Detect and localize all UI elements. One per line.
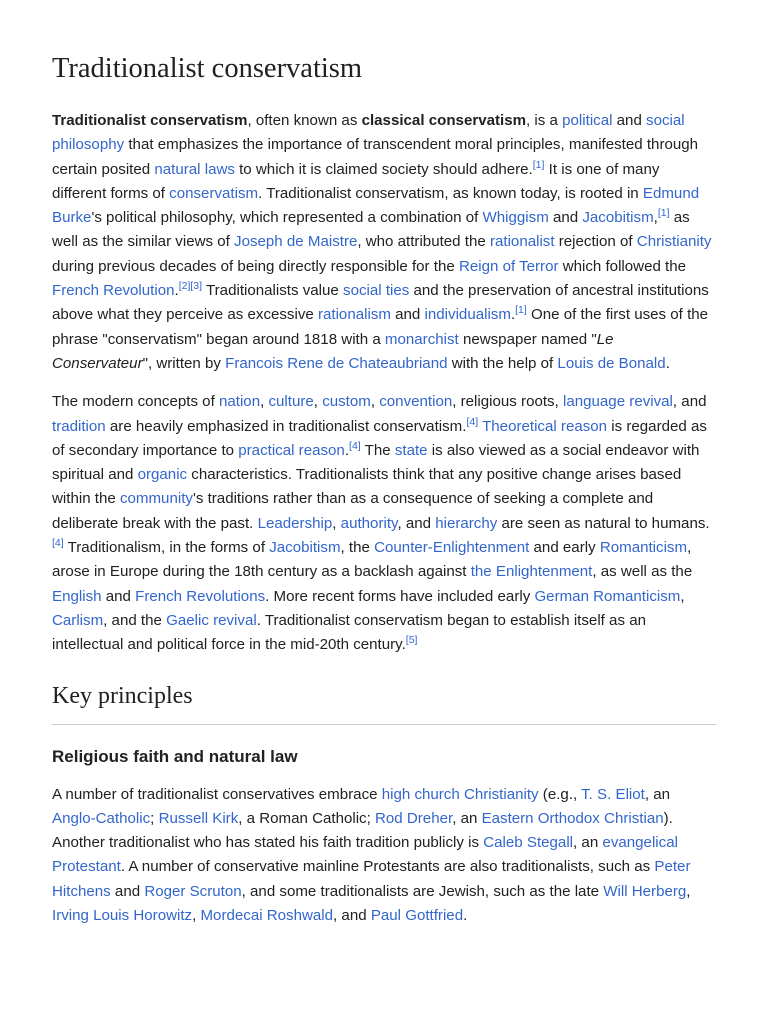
link-french-revolution[interactable]: French Revolution xyxy=(52,282,175,300)
italic-title: Le Conservateur xyxy=(52,330,614,372)
link-social-ties[interactable]: social ties xyxy=(343,282,410,300)
text: , a Roman Catholic; xyxy=(238,809,375,827)
text: and xyxy=(612,112,647,129)
citation xyxy=(466,416,478,428)
text: are seen as natural to humans. xyxy=(497,514,710,532)
link-christianity[interactable]: Christianity xyxy=(636,233,712,251)
link-whiggism[interactable]: Whiggism xyxy=(482,209,549,227)
link-german-romanticism[interactable]: German Romanticism xyxy=(534,587,681,605)
text: , xyxy=(313,393,323,411)
link-natural-laws[interactable]: natural laws xyxy=(154,160,235,178)
link-high-church-christianity[interactable]: high church Christianity xyxy=(381,785,539,803)
link-louis-de-bonald[interactable]: Louis de Bonald xyxy=(557,354,666,372)
text: , xyxy=(653,209,658,227)
text: and xyxy=(101,587,136,605)
text: It is one of many different forms of xyxy=(52,160,660,202)
link-language-revival[interactable]: language revival xyxy=(562,393,673,411)
text: The xyxy=(360,441,395,459)
text: 's political philosophy, which represented a combination of xyxy=(91,209,483,227)
modern-concepts-paragraph xyxy=(52,390,716,657)
text: , often known as xyxy=(247,112,362,129)
text: , and xyxy=(333,907,371,925)
link-roger-scruton[interactable]: Roger Scruton xyxy=(144,882,242,900)
link-anglo-catholic[interactable]: Anglo-Catholic xyxy=(52,809,151,827)
link-rationalist[interactable]: rationalist xyxy=(489,233,555,251)
text: The modern concepts of xyxy=(52,393,219,411)
citation xyxy=(349,440,361,452)
link-practical-reason[interactable]: practical reason xyxy=(238,441,345,459)
link-leadership[interactable]: Leadership xyxy=(257,514,333,532)
link-culture[interactable]: culture xyxy=(268,393,314,411)
text: and the preservation of ancestral institutions above what they perceive as excessive xyxy=(52,282,709,324)
text: , xyxy=(192,907,201,925)
citation-link[interactable]: [4] xyxy=(466,415,479,428)
text: rejection of xyxy=(554,233,637,251)
text: ; xyxy=(150,809,159,827)
religious-faith-paragraph xyxy=(52,783,716,929)
intro-paragraph xyxy=(52,109,716,376)
text: which followed the xyxy=(558,257,687,275)
link-rod-dreher[interactable]: Rod Dreher xyxy=(375,809,453,827)
text: . xyxy=(344,441,350,459)
text: . A number of conservative mainline Protestants are also traditionalists, such as xyxy=(120,858,655,876)
link-caleb-stegall[interactable]: Caleb Stegall xyxy=(483,834,574,852)
citation xyxy=(406,634,418,646)
link-individualism[interactable]: individualism xyxy=(424,306,511,324)
citation-link[interactable]: [1] xyxy=(657,207,670,220)
link-ts-eliot[interactable]: T. S. Eliot xyxy=(581,785,645,803)
link-jacobitism[interactable]: Jacobitism xyxy=(582,209,654,227)
link-state[interactable]: state xyxy=(394,441,428,459)
text: (e.g., xyxy=(538,785,582,803)
text: . xyxy=(665,354,670,372)
link-eastern-orthodox-christian[interactable]: Eastern Orthodox Christian xyxy=(481,809,664,827)
link-edmund-burke[interactable]: Edmund Burke xyxy=(52,184,700,227)
text: , and the xyxy=(103,611,167,629)
text: . Traditionalist conservatism began to establish itself as an intellectual and political force in the mid-20th century. xyxy=(52,611,646,654)
text: with the help of xyxy=(447,354,558,372)
link-community[interactable]: community xyxy=(119,490,193,508)
link-theoretical-reason[interactable]: Theoretical reason xyxy=(482,417,608,435)
link-custom[interactable]: custom xyxy=(322,393,371,411)
text: , an xyxy=(452,809,482,827)
text: , as well as the xyxy=(592,563,693,581)
text: 's traditions rather than as a consequence of seeking a complete and deliberate break with the past. xyxy=(52,490,654,532)
text: are heavily emphasized in traditionalist conservatism. xyxy=(105,417,467,435)
text: is also viewed as a social endeavor with spiritual and xyxy=(52,441,700,484)
text: , xyxy=(680,587,685,605)
text: . Traditionalist conservatism, as known today, is rooted in xyxy=(258,184,643,202)
text: ). Another traditionalist who has stated his faith tradition publicly is xyxy=(52,809,673,852)
bold-term: classical conservatism xyxy=(361,112,527,129)
link-counter-enlightenment[interactable]: Counter-Enlightenment xyxy=(374,539,530,557)
text: One of the first uses of the phrase "conservatism" began around 1818 with a xyxy=(52,306,709,348)
link-social-philosophy[interactable]: social philosophy xyxy=(52,112,685,154)
text: , is a xyxy=(526,112,563,129)
link-romanticism[interactable]: Romanticism xyxy=(599,539,688,557)
text: . xyxy=(174,282,179,300)
citation xyxy=(52,537,64,549)
citation-link[interactable]: [4] xyxy=(52,537,64,550)
text: , and some traditionalists are Jewish, such as the late xyxy=(241,882,604,900)
link-peter-hitchens[interactable]: Peter Hitchens xyxy=(52,858,691,900)
link-evangelical-protestant[interactable]: evangelical Protestant xyxy=(52,834,678,876)
citation-link[interactable]: [1] xyxy=(532,158,545,171)
text: that emphasizes the importance of transcendent moral principles, manifested through certain posited xyxy=(52,136,699,178)
text: , xyxy=(370,393,380,411)
text: , an xyxy=(573,834,603,852)
text: , xyxy=(260,393,269,411)
citation xyxy=(533,159,545,171)
link-tradition[interactable]: tradition xyxy=(52,417,106,435)
link-irving-louis-horowitz[interactable]: Irving Louis Horowitz xyxy=(52,907,193,925)
text: , and xyxy=(672,393,707,411)
text: . More recent forms have included early xyxy=(265,587,535,605)
link-organic[interactable]: organic xyxy=(137,466,188,484)
link-nation[interactable]: nation xyxy=(218,393,261,411)
citation-link[interactable]: [5] xyxy=(405,634,418,647)
text: and xyxy=(548,209,583,227)
text: ", written by xyxy=(142,354,226,372)
text: as well as the similar views of xyxy=(52,209,690,251)
link-joseph-de-maistre[interactable]: Joseph de Maistre xyxy=(234,233,358,251)
text: . xyxy=(463,907,468,925)
link-reign-of-terror[interactable]: Reign of Terror xyxy=(458,257,559,275)
link-authority[interactable]: authority xyxy=(340,514,398,532)
text: A number of traditionalist conservatives embrace xyxy=(52,785,382,803)
link-paul-gottfried[interactable]: Paul Gottfried xyxy=(370,907,464,925)
text: newspaper named " xyxy=(458,330,597,348)
text: , who attributed the xyxy=(357,233,490,251)
page-title: Traditionalist conservatism xyxy=(52,53,363,84)
text: , and xyxy=(397,514,436,532)
citation-link[interactable]: [2] xyxy=(178,280,191,293)
text: and xyxy=(110,882,145,900)
link-the-enlightenment[interactable]: the Enlightenment xyxy=(470,563,593,581)
citation-link[interactable]: [3] xyxy=(190,280,203,293)
link-monarchist[interactable]: monarchist xyxy=(384,330,459,348)
link-conservatism[interactable]: conservatism xyxy=(169,184,259,202)
link-mordecai-roshwald[interactable]: Mordecai Roshwald xyxy=(200,907,334,925)
text: during previous decades of being directly responsible for the xyxy=(52,257,459,275)
link-political[interactable]: political xyxy=(562,112,613,129)
link-english[interactable]: English xyxy=(52,587,102,605)
link-jacobitism[interactable]: Jacobitism xyxy=(269,539,341,557)
citation xyxy=(179,280,202,292)
link-carlism[interactable]: Carlism xyxy=(52,611,104,629)
text: is regarded as of secondary importance to xyxy=(52,417,707,459)
text: , xyxy=(332,514,341,532)
link-convention[interactable]: convention xyxy=(379,393,453,411)
citation-link[interactable]: [1] xyxy=(515,304,527,317)
text: Traditionalists value xyxy=(202,282,344,300)
citation xyxy=(515,304,527,316)
link-chateaubriand[interactable]: Francois Rene de Chateaubriand xyxy=(225,354,448,372)
bold-term: Traditionalist conservatism xyxy=(52,112,248,129)
link-french-revolutions[interactable]: French Revolutions xyxy=(135,587,266,605)
text: , arose in Europe during the 18th century as a backlash against xyxy=(52,539,692,581)
text: and xyxy=(390,306,425,324)
text: , religious roots, xyxy=(452,393,563,411)
subsection-heading-religious-faith: Religious faith and natural law xyxy=(52,746,298,766)
text: , an xyxy=(644,785,671,803)
link-rationalism[interactable]: rationalism xyxy=(317,306,391,324)
section-heading-key-principles: Key principles xyxy=(52,680,716,725)
citation-link[interactable]: [4] xyxy=(349,439,361,452)
text: , the xyxy=(340,539,375,557)
text: Traditionalism, in the forms of xyxy=(63,539,270,557)
text: , xyxy=(686,882,691,900)
link-gaelic-revival[interactable]: Gaelic revival xyxy=(166,611,257,629)
link-russell-kirk[interactable]: Russell Kirk xyxy=(158,809,239,827)
citation xyxy=(658,207,670,219)
text: to which it is claimed society should adhere. xyxy=(234,160,533,178)
link-will-herberg[interactable]: Will Herberg xyxy=(603,882,687,900)
text: characteristics. Traditionalists think that any positive change arises based within the xyxy=(52,466,682,508)
link-hierarchy[interactable]: hierarchy xyxy=(435,514,498,532)
text: . xyxy=(510,306,516,324)
text: and early xyxy=(529,539,600,557)
